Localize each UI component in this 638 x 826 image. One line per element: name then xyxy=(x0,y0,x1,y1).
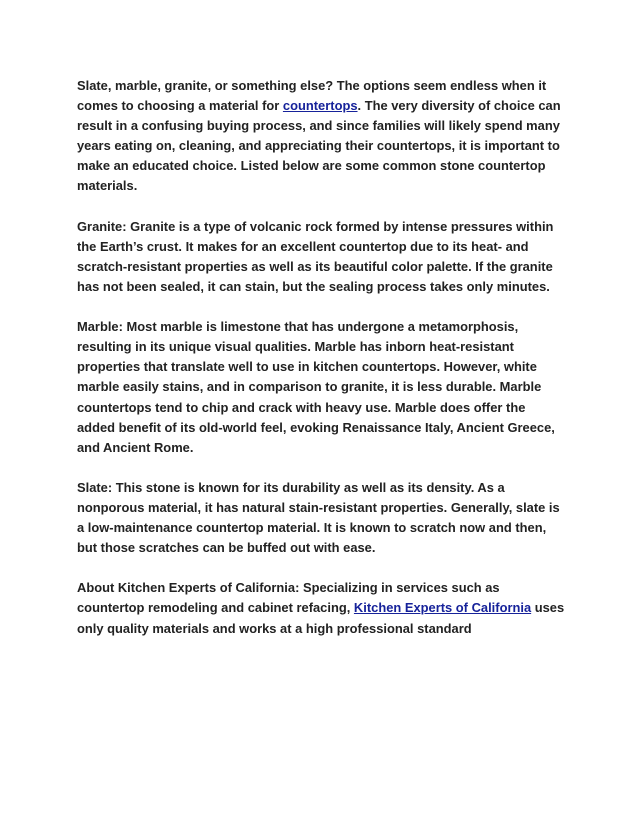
intro-text-before-link: Slate, marble, granite, or something else? The options seem endless when it comes to choosing a material for xyxy=(77,78,547,114)
about-text-after-link: uses only quality materials and works at a high professional standard xyxy=(77,600,565,636)
kitchen-experts-link[interactable]: Kitchen Experts of California xyxy=(353,600,532,616)
about-paragraph xyxy=(77,578,565,638)
slate-paragraph: Slate: This stone is known for its durability as well as its density. As a nonporous material, it has natural stain-resistant properties. Generally, slate is a low-maintenance countertop material. It is known to scratch now and then, but those scratches can be buffed out with ease. xyxy=(77,479,560,556)
granite-paragraph: Granite: Granite is a type of volcanic rock formed by intense pressures within the Earth’s crust. It makes for an excellent countertop due to its heat- and scratch-resistant properties as well as its beautiful color palette. If the granite has not been sealed, it can stain, but the sealing process takes only minutes. xyxy=(77,218,554,294)
marble-paragraph: Marble: Most marble is limestone that has undergone a metamorphosis, resulting in its unique visual qualities. Marble has inborn heat-resistant properties that translate well to use in kitchen countertops. However, white marble easily stains, and in comparison to granite, it is less durable. Marble countertops tend to chip and crack with heavy use. Marble does offer the added benefit of its old-world feel, evoking Renaissance Italy, Ancient Greece, and Ancient Rome. xyxy=(77,319,555,455)
intro-text-after-link: . The very diversity of choice can result in a confusing buying process, and since families will likely spend many years eating on, cleaning, and appreciating their countertops, it is important to make an educated choice. Listed below are some common stone countertop materials. xyxy=(77,98,561,194)
countertops-link[interactable]: countertops xyxy=(282,98,358,114)
about-text-before-link: About Kitchen Experts of California: Specializing in services such as countertop remodeling and cabinet refacing, xyxy=(77,580,500,616)
document-page xyxy=(77,76,565,659)
intro-paragraph xyxy=(77,76,565,197)
